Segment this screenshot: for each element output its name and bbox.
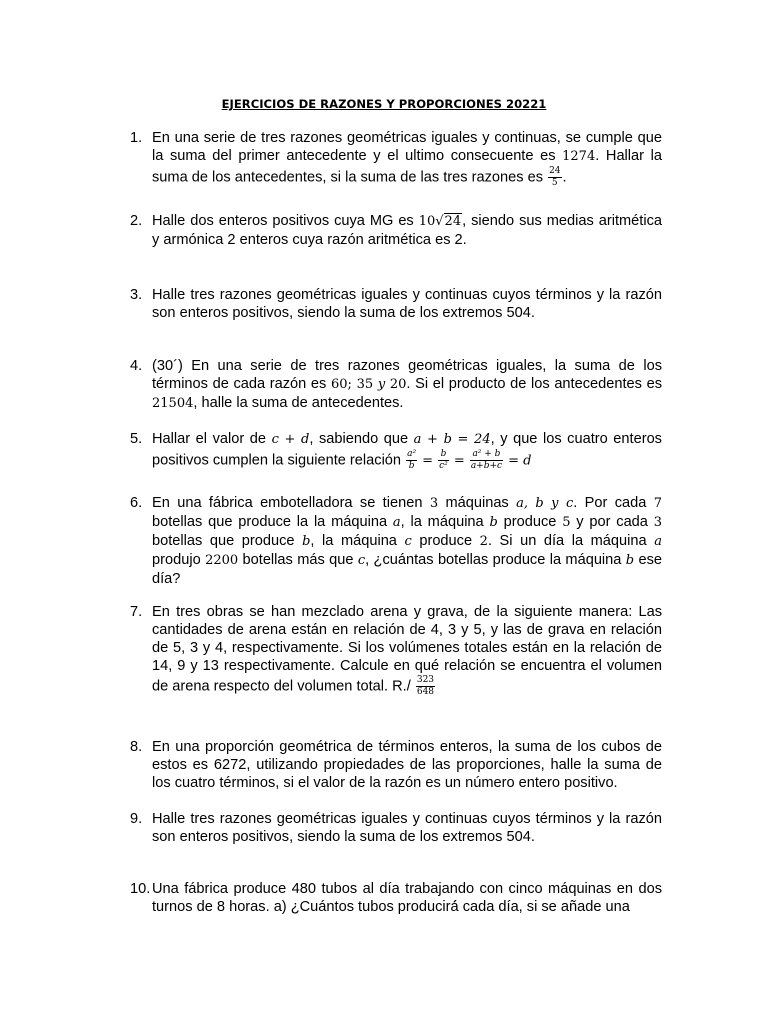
fraction: $\frac{b}{\text{c²}}$: [439, 449, 448, 471]
exercise-number: 6.: [130, 495, 143, 511]
exercise-text: En una proporción geométrica de términos enteros, la suma de los cubos de estos es 6272, utilizando propiedades de las proporciones, halle la suma de los cuatro términos, si el valor de la razón es un número entero positivo.: [152, 739, 662, 791]
exercise-text: En una fábrica embotelladora se tienen 3 máquinas a, b y c. Por cada 7 botellas que produce la la máquina a, la máquina b produce 5 y por cada 3 botellas que produce b, la máquina c produce 2. Si un día la máquina a produjo 2200 botellas más que c, ¿cuántas botellas produce la máquina b ese día?: [152, 495, 663, 587]
exercise-text: En una serie de tres razones geométricas iguales y continuas, se cumple que la suma del primer antecedente y el ultimo consecuente es 1274. Hallar la suma de los antecedentes, si la suma de las tres razones es $\frac{24}{5}$ .: [152, 130, 662, 188]
exercise-6: [130, 494, 662, 588]
exercise-5: [130, 430, 662, 472]
exercise-2: [130, 212, 662, 249]
exercise-number: 10.: [130, 881, 151, 897]
exercise-9: [130, 810, 662, 846]
exercise-8: [130, 738, 662, 792]
square-root-expression: 10√24: [418, 214, 462, 229]
exercise-text: En tres obras se han mezclado arena y grava, de la siguiente manera: Las cantidades de arena están en relación de 4, 3 y 5, y las de grava en relación de 5, 3 y 4, respectivamente. Si los volúmenes totales están en la relación de 14, 9 y 13 respectivamente. Calcule en qué relación se encuentra el volumen de arena respecto del volumen total. R./ $\frac{323}{648}$: [152, 604, 662, 697]
exercise-number: 2.: [130, 213, 143, 229]
exercise-number: 4.: [130, 358, 143, 374]
exercise-text: Una fábrica produce 480 tubos al día trabajando con cinco máquinas en dos turnos de 8 horas. a) ¿Cuántos tubos producirá́ cada día, si se añade una: [152, 881, 662, 915]
exercise-number: 3.: [130, 287, 143, 303]
exercise-text: Halle tres razones geométricas iguales y continuas cuyos términos y la razón son enteros positivos, siendo la suma de los extremos 504.: [152, 287, 662, 321]
exercise-1: [130, 129, 662, 189]
fraction: $\frac{24}{5}$: [549, 166, 561, 188]
exercise-text: (30´) En una serie de tres razones geométricas iguales, la suma de los términos de cada razón es 60; 35 y 20. Si el producto de los antecedentes es 21504, halle la suma de antecedentes.: [152, 358, 663, 411]
exercise-text: Hallar el valor de c + d, sabiendo que a + b = 24, y que los cuatro enteros positivos cumplen la siguiente relación $\frac{\text{a²}}{b}$ = $\frac{b}{\text{c²}}$ = $\frac{\text{a² + b}}{a+b+c}$ = d: [152, 431, 662, 471]
exercise-number: 8.: [130, 739, 143, 755]
exercise-number: 5.: [130, 431, 143, 447]
exercise-number: 9.: [130, 811, 143, 827]
exercise-7: [130, 603, 662, 698]
page-title: EJERCICIOS DE RAZONES Y PROPORCIONES 20221: [221, 97, 547, 111]
exercise-number: 1.: [130, 130, 143, 146]
exercise-text: Halle dos enteros positivos cuya MG es 10√24, siendo sus medias aritmética y armónica 2 enteros cuya razón aritmética es 2.: [152, 213, 662, 248]
exercise-3: [130, 286, 662, 322]
exercise-10: [130, 880, 662, 916]
exercise-4: [130, 357, 662, 413]
fraction: $\frac{323}{648}$: [416, 675, 435, 697]
fraction: $\frac{\text{a² + b}}{a+b+c}$: [470, 449, 503, 471]
fraction: $\frac{\text{a²}}{b}$: [407, 449, 417, 471]
exercise-number: 7.: [130, 604, 143, 620]
exercise-text: Halle tres razones geométricas iguales y continuas cuyos términos y la razón son enteros positivos, siendo la suma de los extremos 504.: [152, 811, 662, 845]
